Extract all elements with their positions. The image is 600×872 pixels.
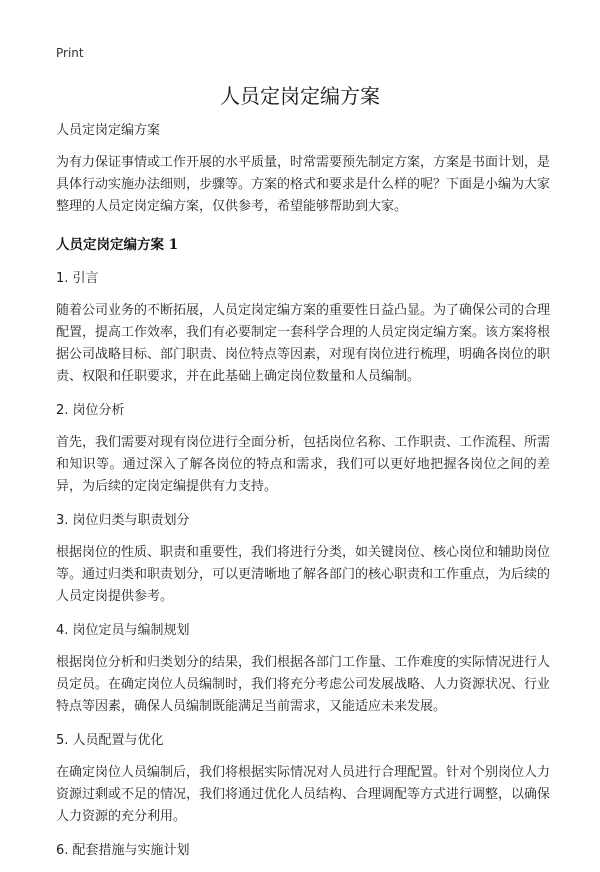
document-subtitle: 人员定岗定编方案	[56, 123, 161, 138]
section-heading: 5. 人员配置与优化	[56, 733, 164, 748]
section-1	[56, 268, 550, 388]
section-title: 人员定岗定编方案 1	[56, 237, 179, 253]
print-link[interactable]: Print	[56, 46, 84, 60]
section-heading: 6. 配套措施与实施计划	[56, 843, 190, 858]
section-heading: 4. 岗位定员与编制规划	[56, 623, 190, 638]
section-heading: 1. 引言	[56, 271, 99, 286]
page-title: 人员定岗定编方案	[220, 84, 380, 108]
intro-paragraph: 为有力保证事情或工作开展的水平质量，时常需要预先制定方案，方案是书面计划，是具体行动实施办法细则，步骤等。方案的格式和要求是什么样的呢？下面是小编为大家整理的人员定岗定编方案，仅供参考，希望能够帮助到大家。	[56, 155, 551, 214]
section-body: 首先，我们需要对现有岗位进行全面分析，包括岗位名称、工作职责、工作流程、所需和知识等。通过深入了解各岗位的特点和需求，我们可以更好地把握各岗位之间的差异，为后续的定岗定编提供有力支持。	[56, 435, 551, 494]
section-body: 随着公司业务的不断拓展，人员定岗定编方案的重要性日益凸显。为了确保公司的合理配置，提高工作效率，我们有必要制定一套科学合理的人员定岗定编方案。该方案将根据公司战略目标、部门职责、岗位特点等因素，对现有岗位进行梳理，明确各岗位的职责、权限和任职要求，并在此基础上确定岗位数量和人员编制。	[56, 303, 551, 384]
section-heading: 2. 岗位分析	[56, 403, 125, 418]
section-body: 根据岗位的性质、职责和重要性，我们将进行分类，如关键岗位、核心岗位和辅助岗位等。通过归类和职责划分，可以更清晰地了解各部门的核心职责和工作重点，为后续的人员定岗提供参考。	[56, 545, 551, 604]
section-4	[56, 620, 550, 718]
section-body: 在确定岗位人员编制后，我们将根据实际情况对人员进行合理配置。针对个别岗位人力资源过剩或不足的情况，我们将通过优化人员结构、合理调配等方式进行调整，以确保人力资源的充分利用。	[56, 765, 551, 824]
section-heading: 3. 岗位归类与职责划分	[56, 513, 190, 528]
document-content	[56, 120, 550, 872]
section-3	[56, 510, 550, 608]
section-body: 根据岗位分析和归类划分的结果，我们根据各部门工作量、工作难度的实际情况进行人员定员。在确定岗位人员编制时，我们将充分考虑公司发展战略、人力资源状况、行业特点等因素，确保人员编制既能满足当前需求，又能适应未来发展。	[56, 655, 551, 714]
section-5	[56, 730, 550, 828]
section-2	[56, 400, 550, 498]
section-6	[56, 840, 550, 862]
